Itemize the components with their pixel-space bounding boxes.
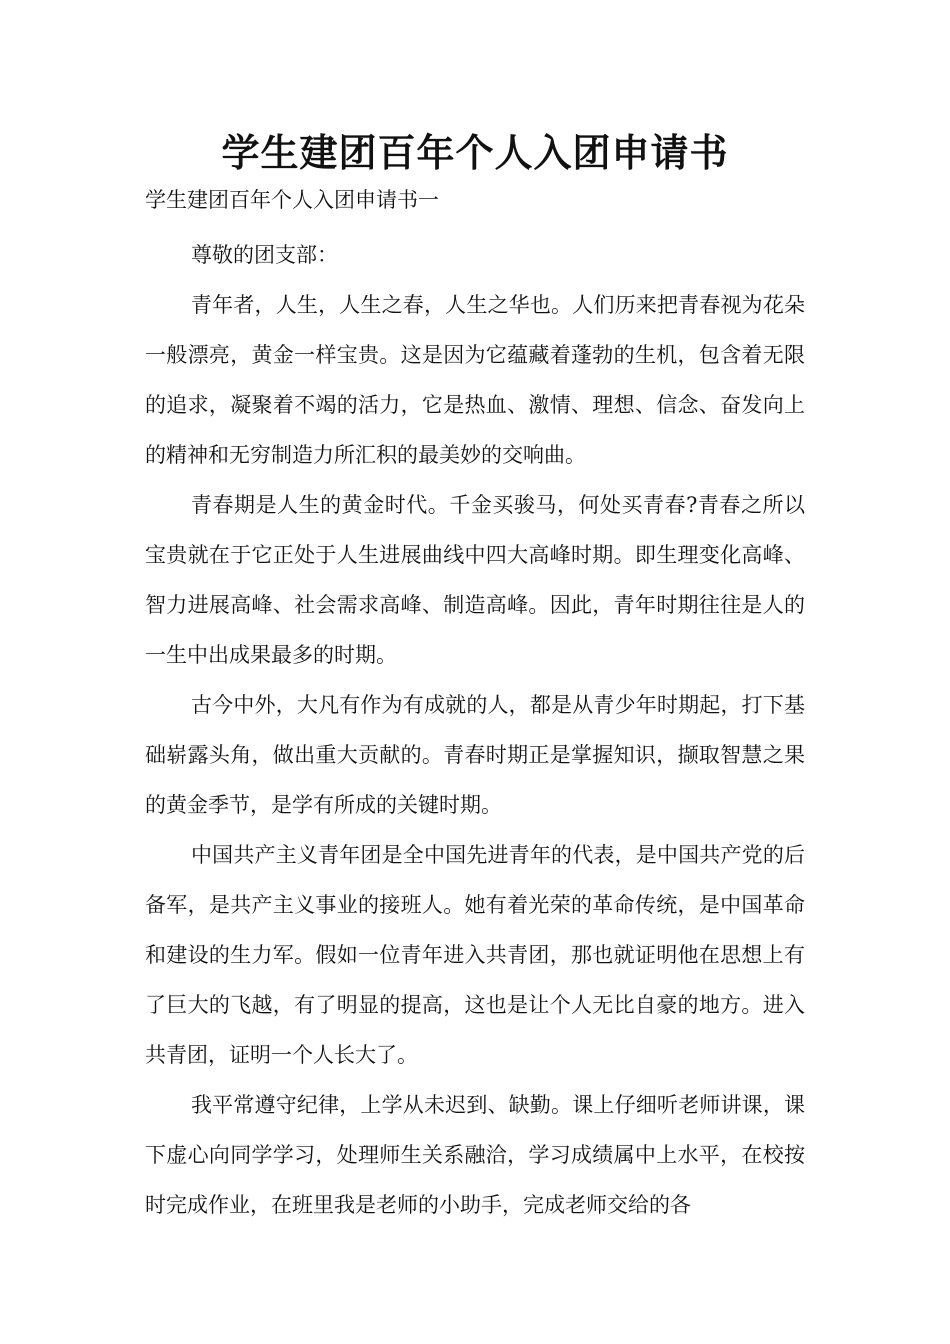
document-body: [145, 230, 805, 1230]
greeting: 尊敬的团支部：: [191, 243, 338, 267]
paragraph: 青年者，人生，人生之春，人生之华也。人们历来把青春视为花朵一般漂亮，黄金一样宝贵。这是因为它蕴藏着蓬勃的生机，包含着无限的追求，凝聚着不竭的活力，它是热血、激情、理想、信念、奋发向上的精神和无穷制造力所汇积的最美妙的交响曲。: [145, 293, 805, 467]
paragraph: 青春期是人生的黄金时代。千金买骏马，何处买青春?青春之所以宝贵就在于它正处于人生进展曲线中四大高峰时期。即生理变化高峰、智力进展高峰、社会需求高峰、制造高峰。因此，青年时期往往是人的一生中出成果最多的时期。: [145, 493, 805, 667]
document-subtitle: 学生建团百年个人入团申请书一: [145, 188, 439, 212]
paragraph: 古今中外，大凡有作为有成就的人，都是从青少年时期起，打下基础崭露头角，做出重大贡献的。青春时期正是掌握知识，撷取智慧之果的黄金季节，是学有所成的关键时期。: [145, 693, 805, 817]
document-title: 学生建团百年个人入团申请书: [221, 131, 729, 175]
paragraph: 我平常遵守纪律，上学从未迟到、缺勤。课上仔细听老师讲课，课下虚心向同学学习，处理师生关系融洽，学习成绩属中上水平，在校按时完成作业，在班里我是老师的小助手，完成老师交给的各: [145, 1093, 805, 1217]
paragraph: 中国共产主义青年团是全中国先进青年的代表，是中国共产党的后备军，是共产主义事业的接班人。她有着光荣的革命传统，是中国革命和建设的生力军。假如一位青年进入共青团，那也就证明他在思想上有了巨大的飞越，有了明显的提高，这也是让个人无比自豪的地方。进入共青团，证明一个人长大了。: [145, 843, 805, 1067]
